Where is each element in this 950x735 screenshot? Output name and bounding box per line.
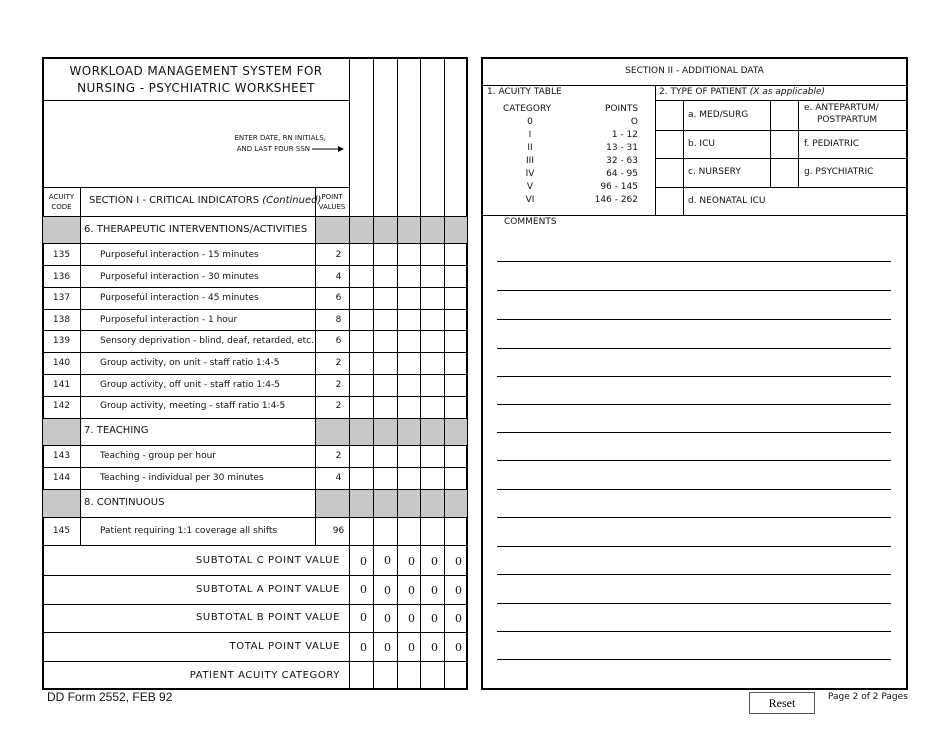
item-description: Teaching - individual per 30 minutes <box>100 473 264 483</box>
point-total-cell: 0 <box>384 641 391 654</box>
group-8-bar <box>43 489 80 517</box>
point-total-cell: 0 <box>360 641 367 654</box>
subtotal-a-label: SUBTOTAL A POINT VALUE <box>195 584 340 595</box>
acuity-code: 137 <box>52 293 71 303</box>
subtotal-c-label: SUBTOTAL C POINT VALUE <box>195 555 340 566</box>
acuity-points: 146 - 262 <box>594 195 638 205</box>
group-title: 7. TEACHING <box>84 425 149 436</box>
acuity-category: V <box>526 182 534 192</box>
acuity-code: 138 <box>52 315 71 325</box>
point-total-cell: 0 <box>455 641 462 654</box>
point-total-cell: 0 <box>408 641 415 654</box>
reset-button[interactable]: Reset <box>749 692 815 714</box>
item-description: Group activity, meeting - staff ratio 1:4-5 <box>100 401 286 411</box>
section-1-title: SECTION I - CRITICAL INDICATORS <box>89 195 260 206</box>
acuity-points: 96 - 145 <box>600 182 638 192</box>
form-title-line-2: NURSING - PSYCHIATRIC WORKSHEET <box>77 81 315 95</box>
acuity-code-header-1: ACUITY <box>48 193 75 201</box>
point-total-cell: 0 <box>360 611 367 624</box>
point-value: 2 <box>335 401 342 411</box>
form-title-line-1: WORKLOAD MANAGEMENT SYSTEM FOR <box>69 64 323 78</box>
antepartum-checkbox[interactable] <box>772 102 794 129</box>
acuity-code: 136 <box>52 272 71 282</box>
acuity-category: I <box>528 130 532 140</box>
type-antepartum-line-1: e. ANTEPARTUM/ <box>804 103 879 113</box>
item-description: Purposeful interaction - 1 hour <box>100 315 238 325</box>
type-psychiatric: g. PSYCHIATRIC <box>804 167 874 177</box>
acuity-points: 32 - 63 <box>606 156 638 166</box>
acuity-table-title: 1. ACUITY TABLE <box>487 87 562 97</box>
continued-note: (Continued) <box>262 195 322 206</box>
enter-instruction-line-2: AND LAST FOUR SSN <box>236 145 310 153</box>
item-description: Group activity, off unit - staff ratio 1:4-5 <box>100 380 280 390</box>
acuity-category: VI <box>525 195 535 205</box>
point-total-cell: 0 <box>408 612 415 625</box>
point-total-cell: 0 <box>408 584 415 597</box>
acuity-code: 135 <box>52 250 71 260</box>
point-value: 2 <box>335 451 342 461</box>
item-description: Teaching - group per hour <box>100 451 216 461</box>
point-value: 4 <box>335 272 342 282</box>
point-value: 6 <box>335 336 342 346</box>
point-value: 4 <box>335 473 342 483</box>
type-nursery: c. NURSERY <box>688 167 741 177</box>
med-surg-checkbox[interactable] <box>657 102 679 129</box>
psychiatric-checkbox[interactable] <box>772 159 794 186</box>
item-description: Group activity, on unit - staff ratio 1:4-5 <box>100 358 280 368</box>
point-total-cell: 0 <box>431 641 438 654</box>
acuity-category-label: PATIENT ACUITY CATEGORY <box>189 670 340 681</box>
points-header: POINTS <box>605 104 639 114</box>
comments-label: COMMENTS <box>504 217 557 227</box>
acuity-code: 144 <box>52 473 71 483</box>
type-of-patient-title <box>659 88 825 97</box>
point-value: 96 <box>332 526 345 536</box>
total-point-label: TOTAL POINT VALUE <box>229 641 340 652</box>
acuity-category: III <box>526 156 534 166</box>
point-total-cell: 0 <box>431 612 438 625</box>
category-header: CATEGORY <box>503 104 552 114</box>
acuity-code: 139 <box>52 336 71 346</box>
type-icu: b. ICU <box>688 139 715 149</box>
type-note: (X as applicable) <box>749 87 826 97</box>
type-med-surg: a. MED/SURG <box>688 110 749 120</box>
point-value: 2 <box>335 250 342 260</box>
point-total-cell: 0 <box>455 555 462 568</box>
acuity-points: 64 - 95 <box>606 169 638 179</box>
type-neonatal-icu: d. NEONATAL ICU <box>688 196 766 206</box>
form-id: DD Form 2552, FEB 92 <box>47 690 173 704</box>
group-title: 8. CONTINUOUS <box>84 497 165 508</box>
acuity-category: IV <box>525 169 535 179</box>
nursery-checkbox[interactable] <box>657 159 679 186</box>
point-total-cell: 0 <box>360 583 367 596</box>
type-title: 2. TYPE OF PATIENT <box>659 87 747 97</box>
enter-instruction-line-1: ENTER DATE, RN INITIALS, <box>234 134 326 142</box>
point-total-cell: 0 <box>431 555 438 568</box>
point-value: 6 <box>335 293 342 303</box>
acuity-code: 145 <box>52 526 71 536</box>
group-6-bar <box>43 217 80 243</box>
acuity-code: 141 <box>52 380 71 390</box>
acuity-points: 13 - 31 <box>606 143 638 153</box>
type-pediatric: f. PEDIATRIC <box>804 139 860 149</box>
item-description: Sensory deprivation - blind, deaf, retarded, etc. <box>100 336 314 346</box>
pediatric-checkbox[interactable] <box>772 131 794 157</box>
point-total-cell: 0 <box>384 612 391 625</box>
acuity-code: 143 <box>52 451 71 461</box>
item-description: Purposeful interaction - 15 minutes <box>100 250 259 260</box>
acuity-category: 0 <box>527 117 533 127</box>
neonatal-icu-checkbox[interactable] <box>657 188 679 214</box>
point-total-cell: 0 <box>384 584 391 597</box>
item-description: Purposeful interaction - 30 minutes <box>100 272 259 282</box>
acuity-points: O <box>630 117 638 127</box>
acuity-category: II <box>527 143 533 153</box>
page-indicator: Page 2 of 2 Pages <box>828 692 908 702</box>
group-7-bar <box>43 418 80 445</box>
acuity-code-header-2: CODE <box>51 203 72 211</box>
point-value: 8 <box>335 315 342 325</box>
section-1-header <box>89 196 321 206</box>
point-values-header-2: VALUES <box>318 203 346 211</box>
item-description: Purposeful interaction - 45 minutes <box>100 293 259 303</box>
subtotal-b-label: SUBTOTAL B POINT VALUE <box>195 612 340 623</box>
point-value: 2 <box>335 380 342 390</box>
point-value: 2 <box>335 358 342 368</box>
acuity-code: 142 <box>52 401 71 411</box>
item-description: Patient requiring 1:1 coverage all shifts <box>100 526 278 536</box>
type-antepartum-line-2: POSTPARTUM <box>817 115 878 125</box>
icu-checkbox[interactable] <box>657 131 679 157</box>
acuity-points: 1 - 12 <box>611 130 638 140</box>
point-total-cell: 0 <box>408 555 415 568</box>
acuity-code: 140 <box>52 358 71 368</box>
point-total-cell: 0 <box>384 554 391 567</box>
point-total-cell: 0 <box>360 555 367 568</box>
point-total-cell: 0 <box>455 584 462 597</box>
point-total-cell: 0 <box>455 612 462 625</box>
point-values-header-1: POINT <box>321 193 343 201</box>
section-2-title: SECTION II - ADDITIONAL DATA <box>625 66 764 76</box>
point-total-cell: 0 <box>431 584 438 597</box>
arrow-right-icon <box>312 145 344 153</box>
group-title: 6. THERAPEUTIC INTERVENTIONS/ACTIVITIES <box>84 224 308 235</box>
